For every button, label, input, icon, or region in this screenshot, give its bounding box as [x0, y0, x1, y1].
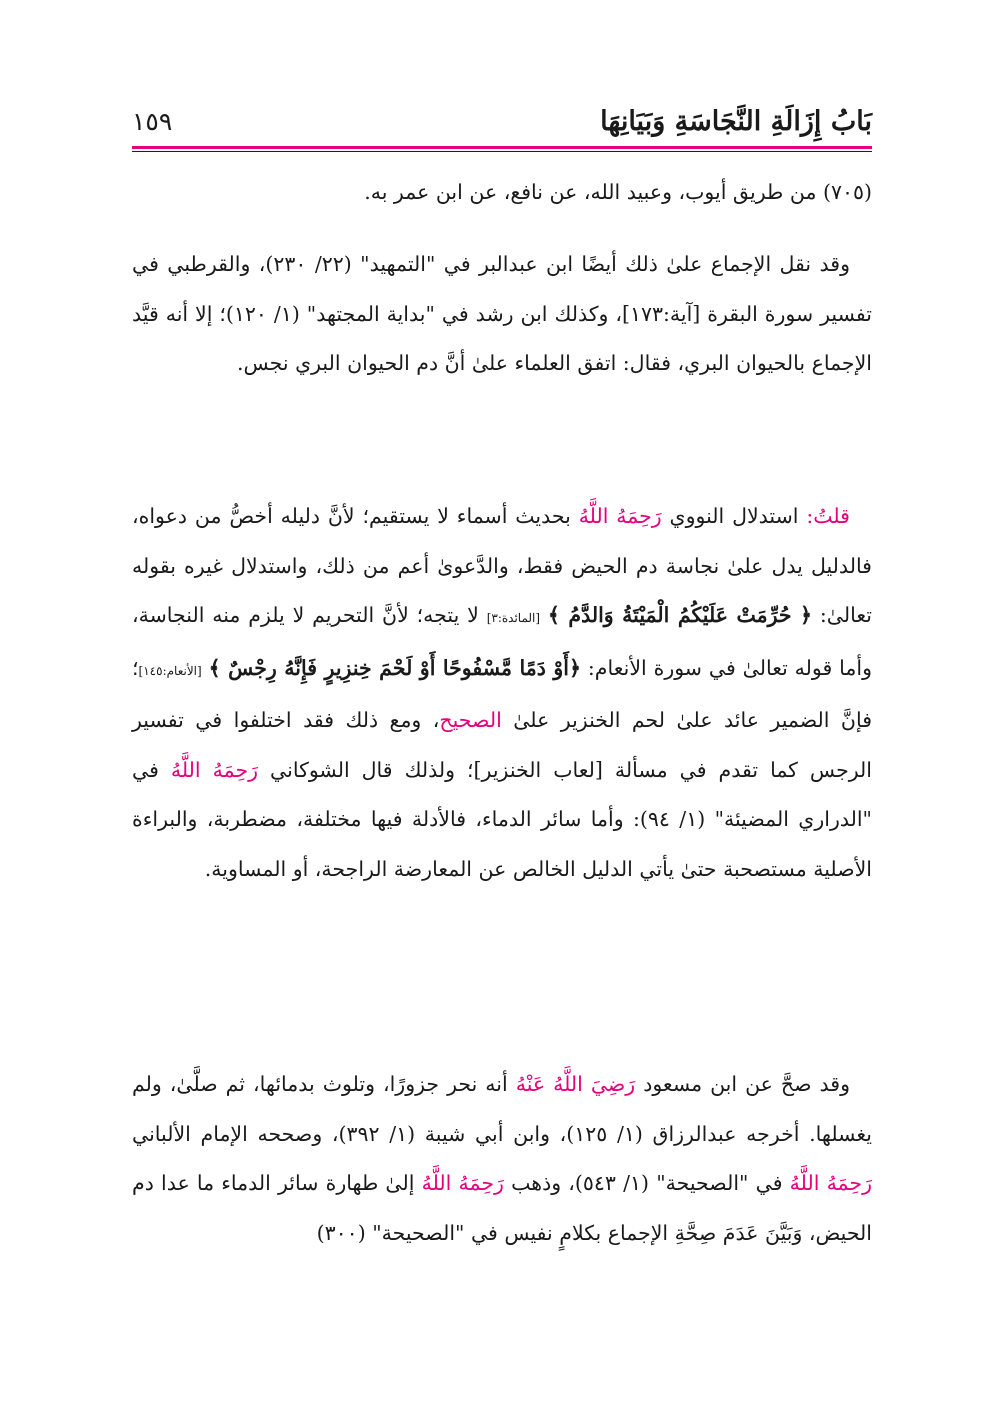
text-run: استدلال النووي — [661, 504, 807, 528]
paragraph-text: وقد نقل الإجماع علىٰ ذلك أيضًا ابن عبدالبر في "التمهيد" (٢٢/ ٢٣٠)، والقرطبي في تفسير سورة البقرة [آية:١٧٣]، وكذلك ابن رشد في "بداية المجتهد" (١/ ١٢٠)؛ إلا أنه قيَّد الإجماع بالحيوان البري، فقال: اتفق العلماء علىٰ أنَّ دم الحيوان البري نجس. — [132, 252, 872, 375]
qultu-label: قلتُ: — [806, 504, 850, 528]
text-run: ، ومع ذلك فقد اختلفوا في تفسير الرجس كما تقدم في مسألة [لعاب الخنزير]؛ ولذلك قال الشوكاني — [132, 708, 872, 782]
text-run: وقد صحَّ عن ابن مسعود — [635, 1072, 850, 1096]
page-header — [132, 100, 872, 156]
honorific-glyph: رَحِمَهُ اللَّهُ — [421, 1171, 504, 1195]
chapter-title: بَابُ إِزَالَةِ النَّجَاسَةِ وَبَيَانِهَا — [600, 106, 872, 137]
text-run: إلىٰ طهارة سائر الدماء ما عدا دم الحيض، وَبَيَّنَ عَدَمَ صِحَّةِ الإجماع بكلامٍ نفيس في "الصحيحة" (٣٠٠) — [132, 1171, 872, 1245]
header-rule-pink — [132, 146, 872, 149]
honorific-glyph: رَضِيَ اللَّهُ عَنْهُ — [515, 1072, 636, 1096]
text-run: في "الصحيحة" (١/ ٥٤٣)، وذهب — [503, 1171, 790, 1195]
honorific-glyph: رَحِمَهُ اللَّهُ — [578, 504, 662, 528]
honorific-glyph: رَحِمَهُ اللَّهُ — [789, 1171, 872, 1195]
quran-verse: ﴿أَوْ دَمًا مَّسْفُوحًا أَوْ لَحْمَ خِنزِيرٍ فَإِنَّهُ رِجْسٌ ﴾ — [208, 655, 581, 680]
text-run: في "الدراري المضيئة" (١/ ٩٤): وأما سائر الدماء، فالأدلة فيها مختلفة، مضطربة، والبراءة الأصلية مستصحبة حتىٰ يأتي الدليل الخالص عن المعارضة الراجحة، أو المساوية. — [132, 757, 872, 881]
header-rule-black — [132, 151, 872, 152]
honorific-glyph: رَحِمَهُ اللَّهُ — [170, 757, 259, 782]
text-run: بحديث أسماء لا يستقيم؛ لأنَّ دليله أخصُّ من دعواه، فالدليل يدل علىٰ نجاسة دم الحيض فقط، والدَّعوىٰ أعم من ذلك، واستدلال غيره بقوله تعالىٰ: — [132, 504, 872, 627]
verse-reference: [المائدة:٣] — [486, 611, 541, 625]
paragraph-ijma — [132, 240, 872, 389]
quran-verse: ﴿ حُرِّمَتْ عَلَيْكُمُ الْمَيْتَةُ وَالدَّمُ ﴾ — [547, 603, 813, 627]
text-run: ؛ فإنَّ الضمير عائد علىٰ لحم الخنزير علىٰ — [132, 655, 872, 732]
text-run: أنه نحر جزورًا، وتلوث بدمائها، ثم صلَّىٰ، ولم يغسلها. أخرجه عبدالرزاق (١/ ١٢٥)، وابن أبي شيبة (١/ ٣٩٢)، وصححه الإمام الألباني — [132, 1072, 872, 1146]
paragraph-ibn-masud — [132, 1060, 872, 1258]
text-run: لا يتجه؛ لأنَّ التحريم لا يلزم منه النجاسة، وأما قوله تعالىٰ في سورة الأنعام: — [132, 603, 872, 680]
paragraph-footnote-continuation — [132, 168, 872, 218]
page-number: ١٥٩ — [132, 107, 173, 136]
paragraph-text: (٧٠٥) من طريق أيوب، وعبيد الله، عن نافع، عن ابن عمر به. — [364, 180, 872, 204]
sahih-link[interactable]: الصحيح — [439, 708, 502, 732]
paragraph-qultu — [132, 492, 872, 894]
verse-reference: [الأنعام:١٤٥] — [138, 663, 202, 678]
